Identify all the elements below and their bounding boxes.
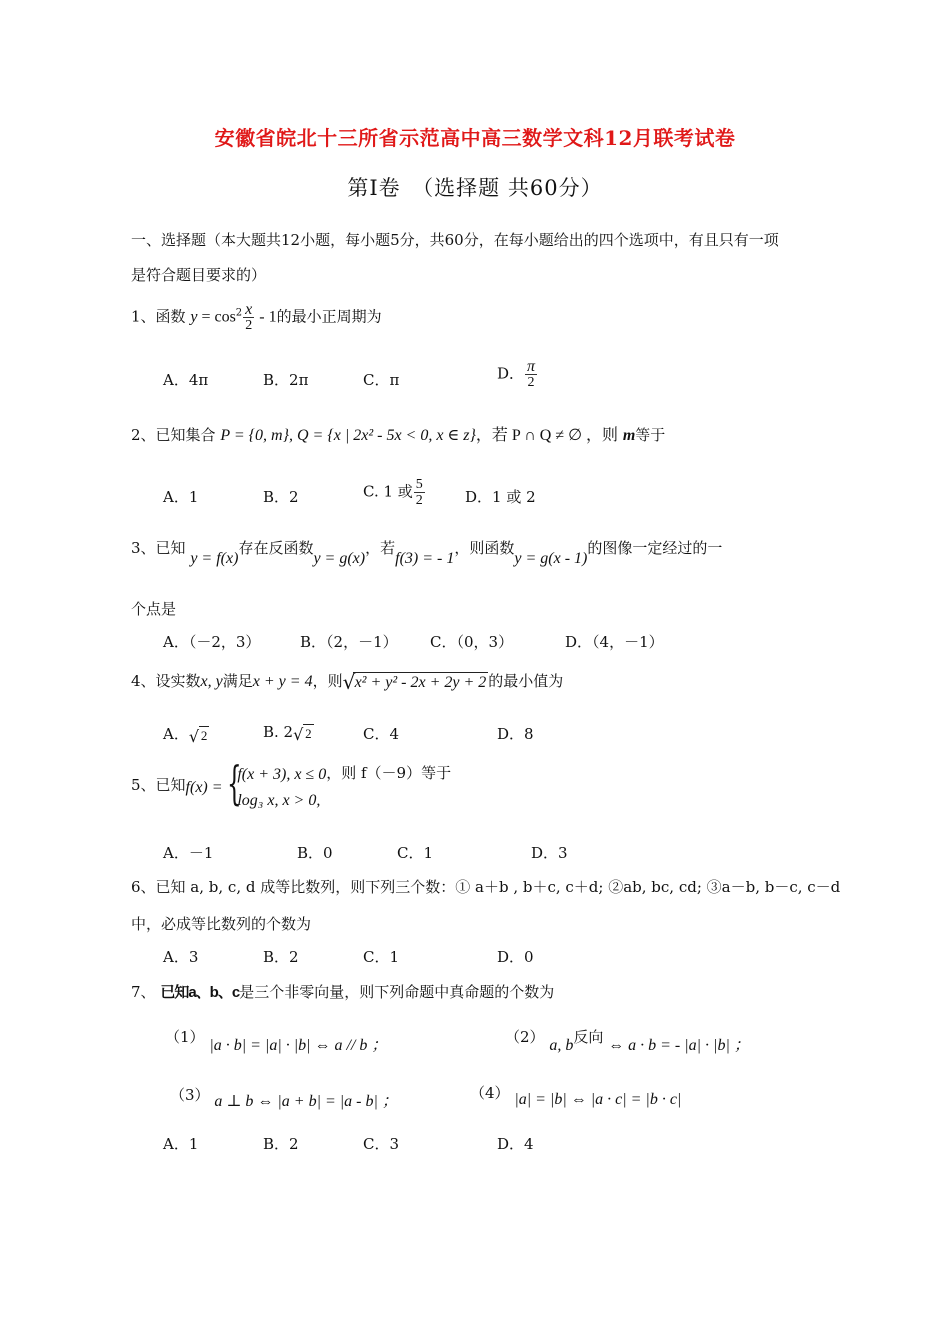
q3-prefix: 3、已知 xyxy=(131,539,186,557)
q4-option-c: C．4 xyxy=(363,725,400,743)
question-7 xyxy=(131,981,554,1002)
q7-p3-formula: a ⊥ b ⇔ |a + b| = |a - b| ； xyxy=(214,1093,398,1110)
radical-icon: √ xyxy=(188,727,200,746)
exam-title: 安徽省皖北十三所省示范高中高三数学文科12月联考试卷 xyxy=(214,126,736,150)
q1-cos: = cos xyxy=(197,308,236,326)
q3-option-d: D．（4，－1） xyxy=(565,633,664,651)
q5-tail: ，则 f（－9）等于 xyxy=(326,764,452,782)
q4-option-d: D．8 xyxy=(497,725,534,743)
q1-option-d-label: D． xyxy=(497,364,525,383)
q2-option-c xyxy=(363,477,426,508)
q2-c-den: 2 xyxy=(415,493,423,508)
q1-option-a: A．4π xyxy=(163,371,209,389)
question-1 xyxy=(131,302,382,333)
section-instructions-line2: 是符合题目要求的） xyxy=(131,266,267,284)
q3-option-b: B．（2，－1） xyxy=(300,633,398,651)
q4-prefix: 4、设实数 xyxy=(131,672,201,690)
radical-icon: √ xyxy=(293,725,304,744)
q2-set-p: P = {0, m} xyxy=(220,427,289,444)
q7-option-c: C．3 xyxy=(363,1135,400,1153)
q6-option-b: B．2 xyxy=(263,948,299,966)
q5-option-c: C．1 xyxy=(397,844,434,862)
q1-d-fraction xyxy=(525,359,537,390)
q3-line2: 个点是 xyxy=(131,600,177,618)
q6-option-d: D．0 xyxy=(497,948,534,966)
q7-p1-formula: |a · b| = |a| · |b| ⇔ a // b ； xyxy=(209,1037,388,1054)
q1-frac-den: 2 xyxy=(245,318,253,333)
q2-option-d: D．1 或 2 xyxy=(465,488,536,506)
q4-text1: 满足 xyxy=(222,672,253,690)
question-6-line1: 6、已知 a, b, c, d 成等比数列，则下列三个数：① a＋b , b＋c, c＋d; ②ab, bc, cd; ③a－b, b－c, c－d xyxy=(131,878,841,896)
section-instructions-line1: 一、选择题（本大题共12小题，每小题5分，共60分，在每小题给出的四个选项中，有且只有一项 xyxy=(131,231,779,249)
q7-p2-formula: ⇔ a · b = - |a| · |b| ； xyxy=(608,1037,750,1054)
q3-g2: y = g(x - 1) xyxy=(514,550,588,567)
q4-a-sqrt xyxy=(189,726,210,744)
q3-text3: ，则函数 xyxy=(454,539,515,557)
q5-option-d: D．3 xyxy=(531,844,568,862)
q2-c-num: 5 xyxy=(415,477,423,492)
q7-option-d: D．4 xyxy=(497,1135,534,1153)
q7-prefix: 7、 xyxy=(131,983,156,1001)
q3-f3: f(3) = - 1 xyxy=(395,550,455,567)
q2-prefix: 2、已知集合 xyxy=(131,426,216,444)
q5-fx: f(x) = xyxy=(185,779,223,796)
q7-p4-label: （4） xyxy=(470,1084,510,1102)
q4-radicand: x² + y² - 2x + 2y + 2 xyxy=(354,674,487,691)
q6-option-c: C．1 xyxy=(363,948,400,966)
q7-option-b: B．2 xyxy=(263,1135,299,1153)
question-3 xyxy=(131,537,723,567)
q7-p4-formula: |a| = |b| ⇔ |a · c| = |b · c| xyxy=(514,1091,682,1108)
q4-option-b-label: B. 2 xyxy=(263,723,294,741)
q7-vectors: 已知a、b、c xyxy=(160,984,240,1001)
q5-row1: f(x + 3), x ≤ 0 xyxy=(237,766,327,783)
q3-text4: 的图像一定经过的一 xyxy=(587,539,723,557)
q4-b-radicand: 2 xyxy=(305,726,312,741)
q1-d-den: 2 xyxy=(527,375,535,390)
q2-m: m xyxy=(622,427,636,444)
q1-option-c: C．π xyxy=(363,371,400,389)
q2-c-fraction xyxy=(414,477,425,508)
q3-option-a: A．（－2，3） xyxy=(163,633,261,651)
q4-option-a xyxy=(163,723,209,744)
q7-tail: 是三个非零向量，则下列命题中真命题的个数为 xyxy=(239,983,555,1001)
q2-option-a: A．1 xyxy=(163,488,199,506)
q3-text2: ，若 xyxy=(365,539,396,557)
q7-proposition-4 xyxy=(470,1082,682,1108)
q2-tail: 等于 xyxy=(635,426,666,444)
section-subtitle: 第Ⅰ卷 （选择题 共60分） xyxy=(347,176,603,200)
q7-p2-label: （2） xyxy=(505,1028,545,1046)
q2-option-b: B．2 xyxy=(263,488,299,506)
q4-tail: 的最小值为 xyxy=(488,672,564,690)
q4-text2: ，则 xyxy=(312,672,343,690)
q1-sup: 2 xyxy=(235,307,243,319)
q3-text1: 存在反函数 xyxy=(238,539,314,557)
q4-sqrt xyxy=(343,672,489,692)
q7-option-a: A．1 xyxy=(163,1135,199,1153)
q7-p2-ab: a, b xyxy=(549,1037,574,1054)
q4-option-b xyxy=(263,723,314,742)
q4-option-a-label: A． xyxy=(163,725,189,743)
q1-y: y xyxy=(190,308,198,326)
q7-proposition-3 xyxy=(170,1082,398,1110)
question-4 xyxy=(131,670,563,692)
q7-proposition-2 xyxy=(505,1024,750,1054)
q4-eq: x + y = 4 xyxy=(252,673,313,690)
radical-icon: √ xyxy=(342,670,356,694)
q5-row2: log₃ x, x > 0, xyxy=(237,792,321,809)
q4-b-sqrt xyxy=(293,724,314,742)
q7-p3-label: （3） xyxy=(170,1086,210,1104)
q1-minus: - 1 xyxy=(255,308,277,326)
q1-option-b: B．2π xyxy=(263,371,309,389)
q7-proposition-1 xyxy=(165,1024,388,1054)
q4-a-radicand: 2 xyxy=(200,728,208,743)
q3-g: y = g(x) xyxy=(313,550,366,567)
q5-option-a: A．－1 xyxy=(163,844,214,862)
q2-option-c-label: C. 1 或 xyxy=(363,482,413,501)
question-6-line2: 中，必成等比数列的个数为 xyxy=(131,915,312,933)
q6-option-a: A．3 xyxy=(163,948,199,966)
q1-frac-num: x xyxy=(245,301,253,318)
q1-d-num: π xyxy=(527,358,536,375)
q1-option-d xyxy=(497,359,538,390)
q3-option-c: C．（0，3） xyxy=(430,633,514,651)
q5-prefix: 5、已知 xyxy=(131,776,186,794)
q2-condition: ，若 P ∩ Q ≠ ∅ ，则 xyxy=(475,427,619,444)
q1-fraction xyxy=(243,302,254,333)
q5-option-b: B．0 xyxy=(297,844,333,862)
question-5 xyxy=(131,756,452,814)
q5-piecewise xyxy=(227,756,327,814)
q1-prefix: 1、函数 xyxy=(131,307,186,326)
q7-p2-text: 反向 xyxy=(573,1028,604,1046)
q2-set-q: , Q = {x | 2x² - 5x < 0, x ∈ z} xyxy=(288,427,476,444)
q7-p1-label: （1） xyxy=(165,1028,205,1046)
q3-f: y = f(x) xyxy=(190,550,239,567)
q4-xy: x, y xyxy=(200,673,223,690)
brace-icon: { xyxy=(227,756,242,810)
question-2 xyxy=(131,422,665,445)
q1-tail: 的最小正周期为 xyxy=(276,307,382,326)
